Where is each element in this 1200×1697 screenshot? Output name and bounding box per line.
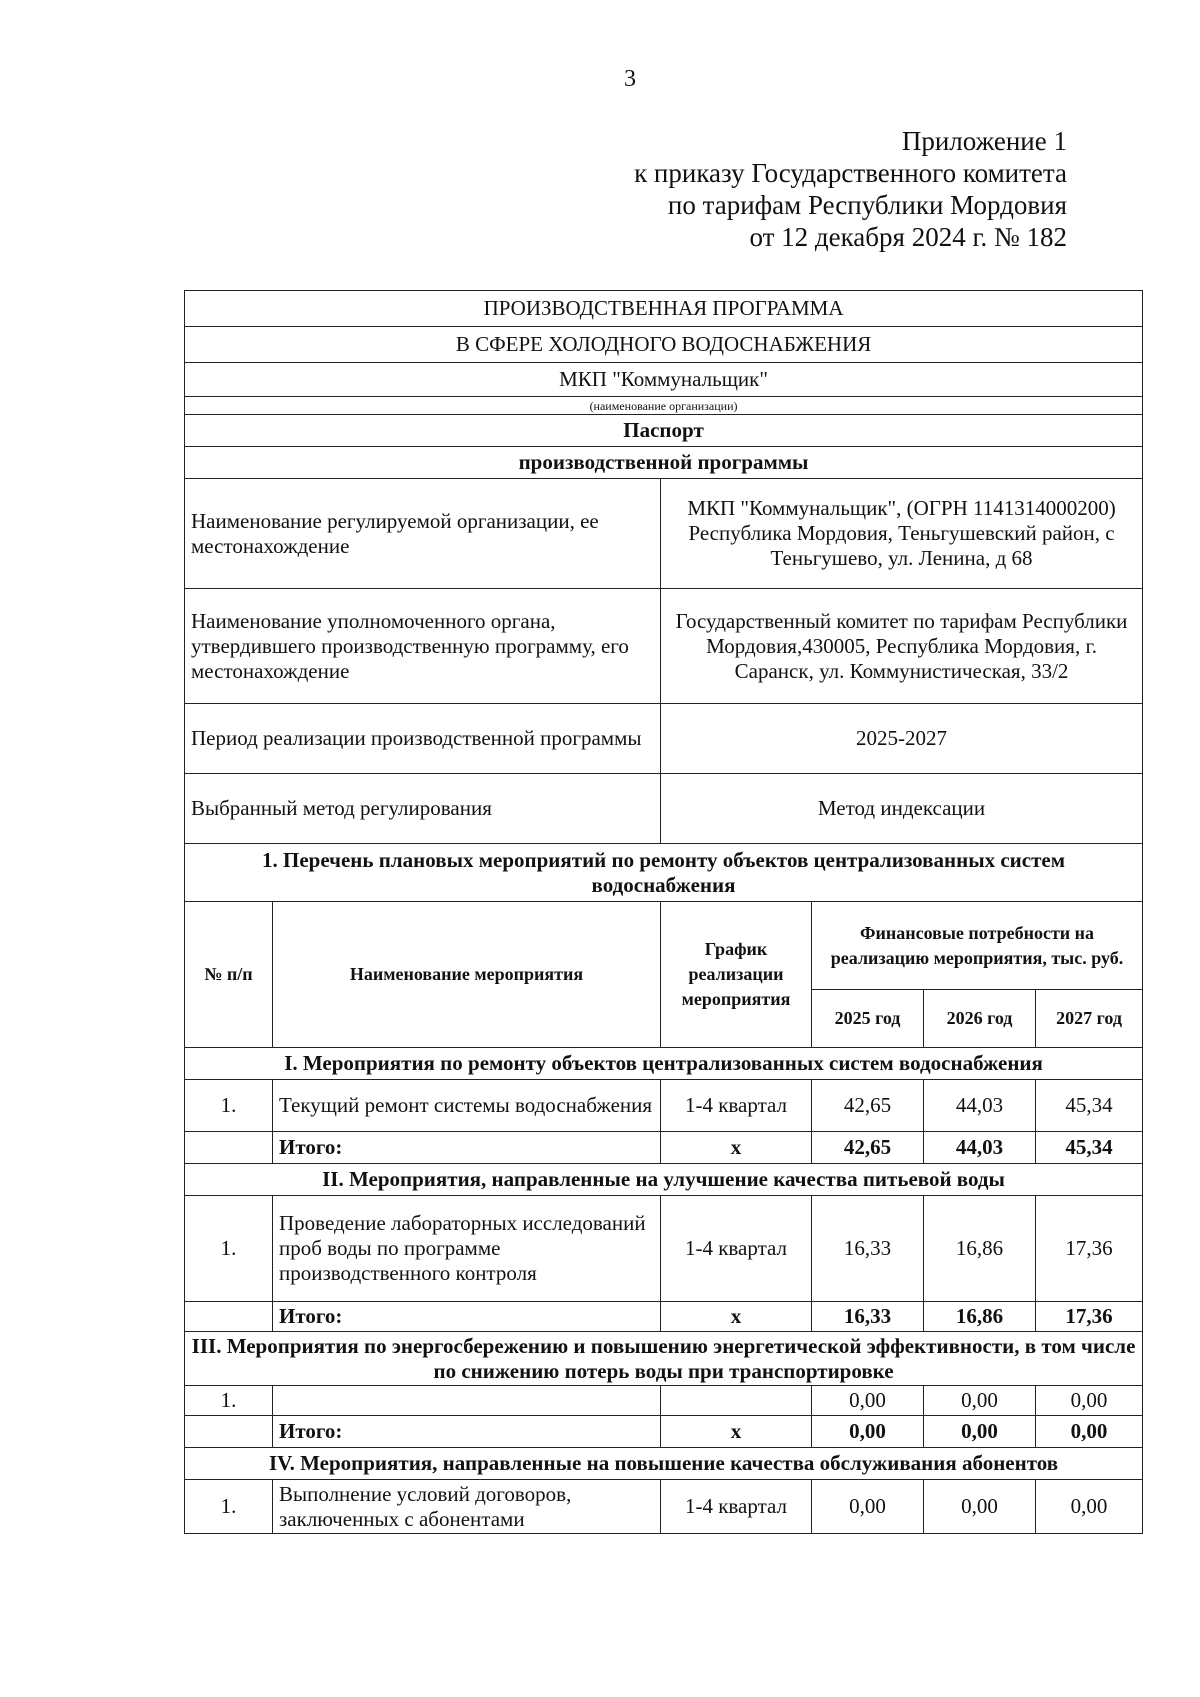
row-schedule: 1-4 квартал <box>661 1480 812 1534</box>
row-value-2026: 0,00 <box>924 1386 1036 1416</box>
row-schedule: 1-4 квартал <box>661 1080 812 1132</box>
organization-name: МКП "Коммунальщик" <box>185 363 1143 397</box>
row-value-2027: 17,36 <box>1036 1196 1143 1302</box>
passport-label: Период реализации производственной программы <box>185 704 661 774</box>
header-year-2026: 2026 год <box>924 990 1036 1048</box>
row-value-2025: 0,00 <box>812 1480 924 1534</box>
passport-row <box>185 589 1143 704</box>
row-schedule: 1-4 квартал <box>661 1196 812 1302</box>
total-2026: 0,00 <box>924 1416 1036 1448</box>
row-value-2025: 16,33 <box>812 1196 924 1302</box>
passport-value: Государственный комитет по тарифам Республики Мордовия,430005, Республика Мордовия, г. Саранск, ул. Коммунистическая, 33/2 <box>661 589 1143 704</box>
passport-label: Выбранный метод регулирования <box>185 774 661 844</box>
row-num: 1. <box>185 1386 273 1416</box>
row-value-2027: 45,34 <box>1036 1080 1143 1132</box>
passport-label: Наименование регулируемой организации, ее местонахождение <box>185 479 661 589</box>
passport-title: Паспорт <box>185 415 1143 447</box>
group-title: II. Мероприятия, направленные на улучшение качества питьевой воды <box>185 1164 1143 1196</box>
group-title: I. Мероприятия по ремонту объектов централизованных систем водоснабжения <box>185 1048 1143 1080</box>
row-num: 1. <box>185 1080 273 1132</box>
table-row <box>185 1386 1143 1416</box>
total-label: Итого: <box>273 1416 661 1448</box>
group-title: IV. Мероприятия, направленные на повышение качества обслуживания абонентов <box>185 1448 1143 1480</box>
table-row <box>185 1480 1143 1534</box>
row-value-2026: 44,03 <box>924 1080 1036 1132</box>
production-program-table <box>184 290 1143 1534</box>
header-name: Наименование мероприятия <box>273 902 661 1048</box>
title-line-2: В СФЕРЕ ХОЛОДНОГО ВОДОСНАБЖЕНИЯ <box>185 327 1143 363</box>
passport-value: МКП "Коммунальщик", (ОГРН 1141314000200) Республика Мордовия, Теньгушевский район, с Теньгушево, ул. Ленина, д 68 <box>661 479 1143 589</box>
page-number: 3 <box>624 66 636 92</box>
total-row <box>185 1302 1143 1332</box>
passport-row <box>185 774 1143 844</box>
total-2025: 42,65 <box>812 1132 924 1164</box>
header-year-2025: 2025 год <box>812 990 924 1048</box>
passport-value: Метод индексации <box>661 774 1143 844</box>
row-num: 1. <box>185 1196 273 1302</box>
organization-caption: (наименование организации) <box>185 397 1143 415</box>
passport-row <box>185 704 1143 774</box>
total-2027: 45,34 <box>1036 1132 1143 1164</box>
row-num: 1. <box>185 1480 273 1534</box>
header-schedule: График реализации мероприятия <box>661 902 812 1048</box>
header-num: № п/п <box>185 902 273 1048</box>
header-year-2027: 2027 год <box>1036 990 1143 1048</box>
total-label: Итого: <box>273 1302 661 1332</box>
row-value-2025: 0,00 <box>812 1386 924 1416</box>
row-value-2027: 0,00 <box>1036 1480 1143 1534</box>
total-2025: 0,00 <box>812 1416 924 1448</box>
title-line-1: ПРОИЗВОДСТВЕННАЯ ПРОГРАММА <box>185 291 1143 327</box>
table-row <box>185 1196 1143 1302</box>
total-schedule: х <box>661 1302 812 1332</box>
total-2027: 0,00 <box>1036 1416 1143 1448</box>
total-2025: 16,33 <box>812 1302 924 1332</box>
total-2026: 16,86 <box>924 1302 1036 1332</box>
row-name: Проведение лабораторных исследований проб воды по программе производственного контроля <box>273 1196 661 1302</box>
row-value-2026: 16,86 <box>924 1196 1036 1302</box>
group-title: III. Мероприятия по энергосбережению и повышению энергетической эффективности, в том числе по снижению потерь воды при транспортировке <box>185 1332 1143 1386</box>
total-label: Итого: <box>273 1132 661 1164</box>
appendix-line-3: по тарифам Республики Мордовия <box>667 190 1067 220</box>
row-name: Выполнение условий договоров, заключенных с абонентами <box>273 1480 661 1534</box>
passport-value: 2025-2027 <box>661 704 1143 774</box>
appendix-line-2: к приказу Государственного комитета <box>634 158 1067 188</box>
row-schedule <box>661 1386 812 1416</box>
header-finance: Финансовые потребности на реализацию мероприятия, тыс. руб. <box>812 902 1143 990</box>
row-name <box>273 1386 661 1416</box>
appendix-line-1: Приложение 1 <box>901 126 1067 156</box>
passport-row <box>185 479 1143 589</box>
total-2027: 17,36 <box>1036 1302 1143 1332</box>
total-row <box>185 1132 1143 1164</box>
total-schedule: х <box>661 1416 812 1448</box>
passport-subtitle: производственной программы <box>185 447 1143 479</box>
row-value-2026: 0,00 <box>924 1480 1036 1534</box>
row-name: Текущий ремонт системы водоснабжения <box>273 1080 661 1132</box>
total-2026: 44,03 <box>924 1132 1036 1164</box>
total-row <box>185 1416 1143 1448</box>
appendix-line-4: от 12 декабря 2024 г. № 182 <box>749 222 1067 252</box>
table-row <box>185 1080 1143 1132</box>
passport-label: Наименование уполномоченного органа, утвердившего производственную программу, его местонахождение <box>185 589 661 704</box>
section-1-title: 1. Перечень плановых мероприятий по ремонту объектов централизованных систем водоснабжения <box>185 844 1143 902</box>
row-value-2025: 42,65 <box>812 1080 924 1132</box>
row-value-2027: 0,00 <box>1036 1386 1143 1416</box>
appendix-header <box>634 125 1067 253</box>
total-schedule: х <box>661 1132 812 1164</box>
